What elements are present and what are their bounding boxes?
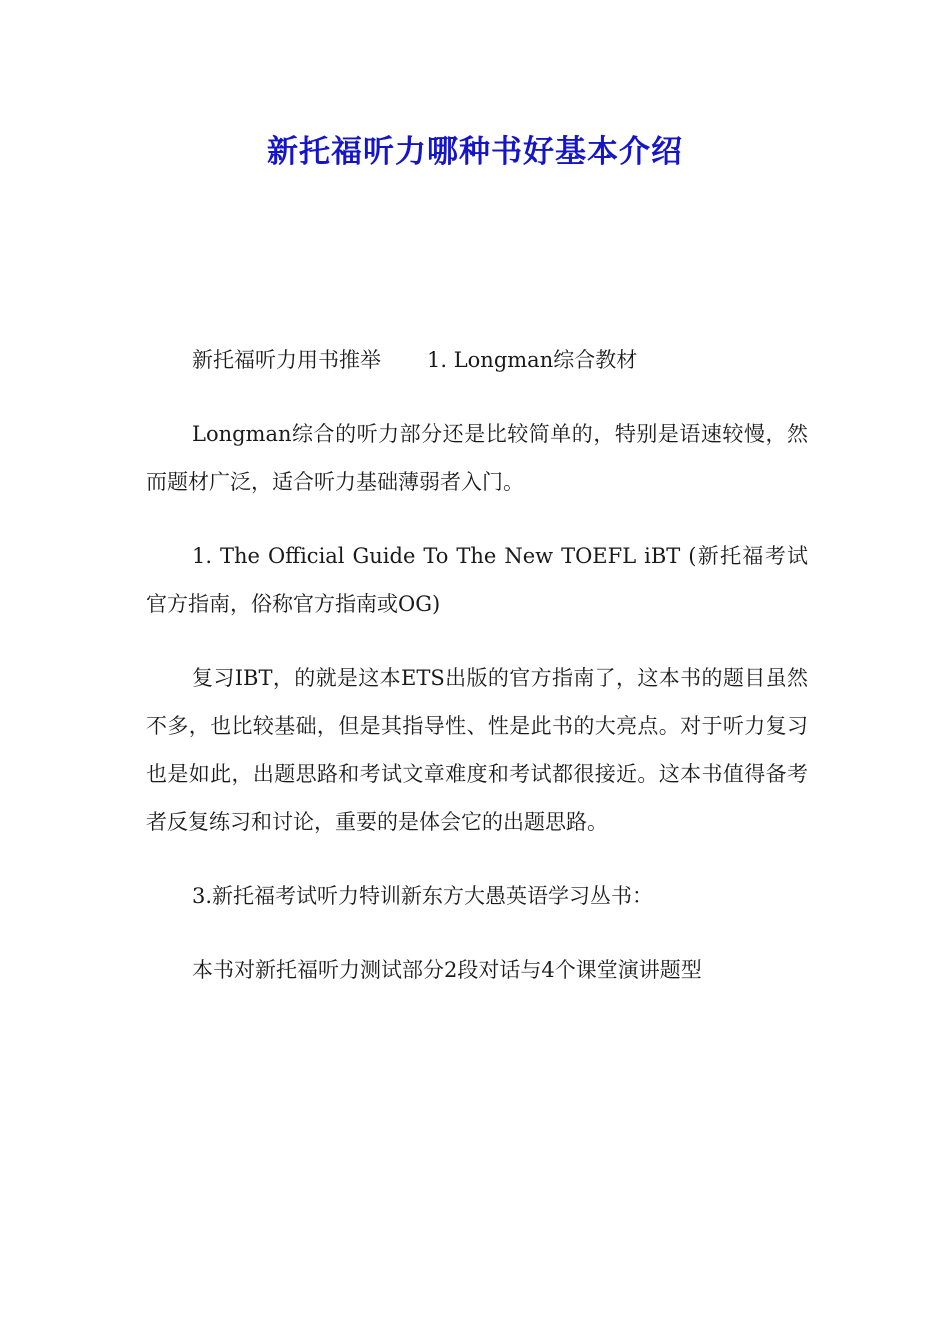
paragraph-longman: Longman综合的听力部分还是比较简单的，特别是语速较慢，然而题材广泛，适合听力基础薄弱者入门。 [146,422,808,494]
paragraph-text: 1. Longman综合教材 [427,348,638,372]
paragraph-book-list-intro [146,336,808,384]
paragraph-official-guide-heading: 1. The Official Guide To The New TOEFL iBT (新托福考试官方指南，俗称官方指南或OG) [146,544,808,616]
paragraph-new-oriental-heading: 3.新托福考试听力特训新东方大愚英语学习丛书： [192,884,654,908]
document-body [146,336,808,1020]
paragraph-official-guide: 复习IBT，的就是这本ETS出版的官方指南了，这本书的题目虽然不多，也比较基础，但是其指导性、性是此书的大亮点。对于听力复习也是如此，出题思路和考试文章难度和考试都很接近。这本书值得备考者反复练习和讨论，重要的是体会它的出题思路。 [146,666,808,834]
paragraph-new-oriental: 本书对新托福听力测试部分2段对话与4个课堂演讲题型 [192,958,702,982]
document-title: 新托福听力哪种书好基本介绍 [267,134,683,170]
paragraph-lead: 新托福听力用书推举 [192,348,381,372]
